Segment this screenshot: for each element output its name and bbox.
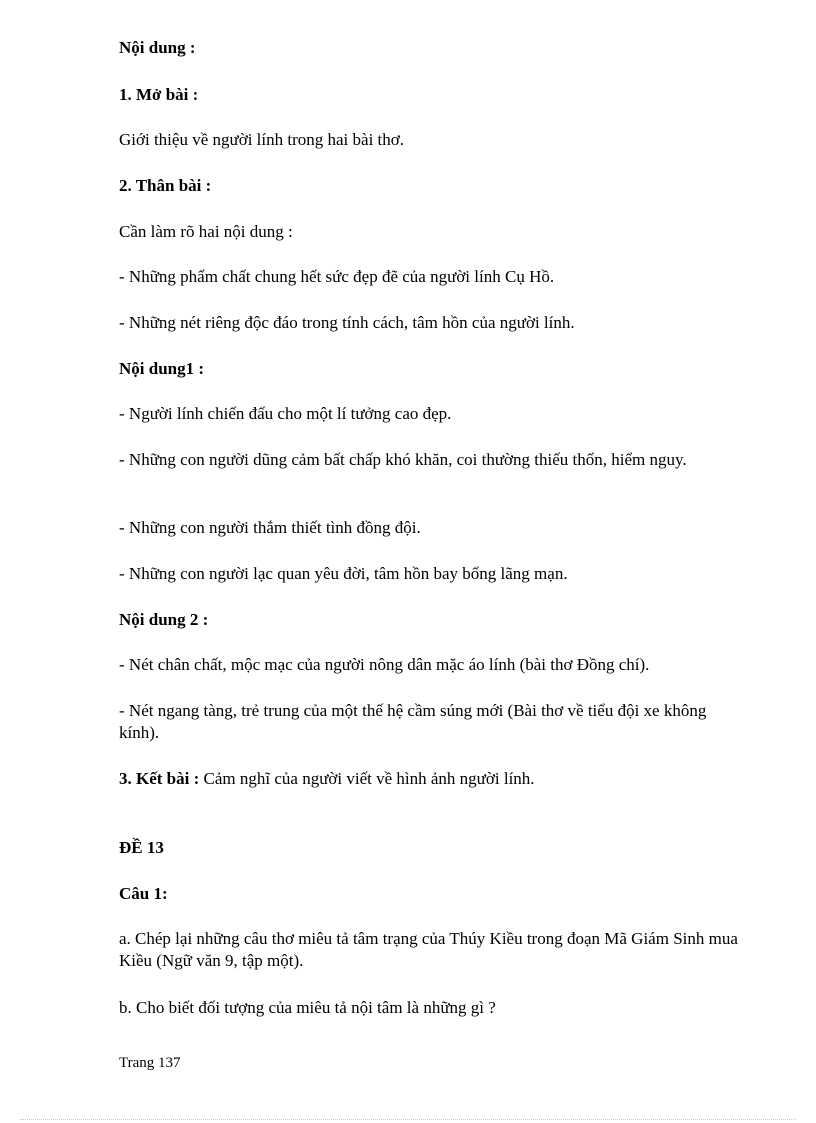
paragraph: Giới thiệu về người lính trong hai bài thơ.	[119, 130, 405, 149]
heading-noi-dung-1: Nội dung1 :	[119, 359, 205, 378]
heading-ket-bai: 3. Kết bài :	[119, 769, 200, 788]
heading-noi-dung: Nội dung :	[119, 38, 196, 57]
bullet-item: - Nét chân chất, mộc mạc của người nông dân mặc áo lính (bài thơ Đồng chí).	[119, 655, 650, 674]
heading-mo-bai: 1. Mở bài :	[119, 85, 199, 104]
bullet-item: - Những phẩm chất chung hết sức đẹp đẽ của người lính Cụ Hồ.	[119, 267, 555, 286]
bullet-item: - Người lính chiến đấu cho một lí tưởng cao đẹp.	[119, 404, 452, 423]
bullet-item: - Nét ngang tàng, trẻ trung của một thế hệ cầm súng mới (Bài thơ về tiểu đội xe không kính).	[119, 701, 707, 742]
bullet-item: - Những con người lạc quan yêu đời, tâm hồn bay bổng lãng mạn.	[119, 564, 568, 583]
question-item: a. Chép lại những câu thơ miêu tả tâm trạng của Thúy Kiều trong đoạn Mã Giám Sinh mua Kiều (Ngữ văn 9, tập một).	[119, 929, 738, 970]
page-number: Trang 137	[119, 1055, 181, 1071]
bullet-item: - Những con người dũng cảm bất chấp khó khăn, coi thường thiếu thốn, hiểm nguy.	[119, 450, 687, 469]
page-bottom-divider	[20, 1119, 796, 1120]
ket-bai-text: Cảm nghĩ của người viết về hình ảnh người lính.	[199, 769, 535, 788]
paragraph: Cần làm rõ hai nội dung :	[119, 222, 293, 241]
heading-cau-1: Câu 1:	[119, 884, 168, 903]
ket-bai-line	[119, 768, 739, 790]
bullet-item: - Những nét riêng độc đáo trong tính cách, tâm hồn của người lính.	[119, 313, 575, 332]
heading-de-13: ĐỀ 13	[119, 838, 164, 857]
heading-than-bai: 2. Thân bài :	[119, 176, 212, 195]
question-item: b. Cho biết đối tượng của miêu tả nội tâm là những gì ?	[119, 998, 496, 1017]
bullet-item: - Những con người thắm thiết tình đồng đội.	[119, 518, 421, 537]
heading-noi-dung-2: Nội dung 2 :	[119, 610, 209, 629]
